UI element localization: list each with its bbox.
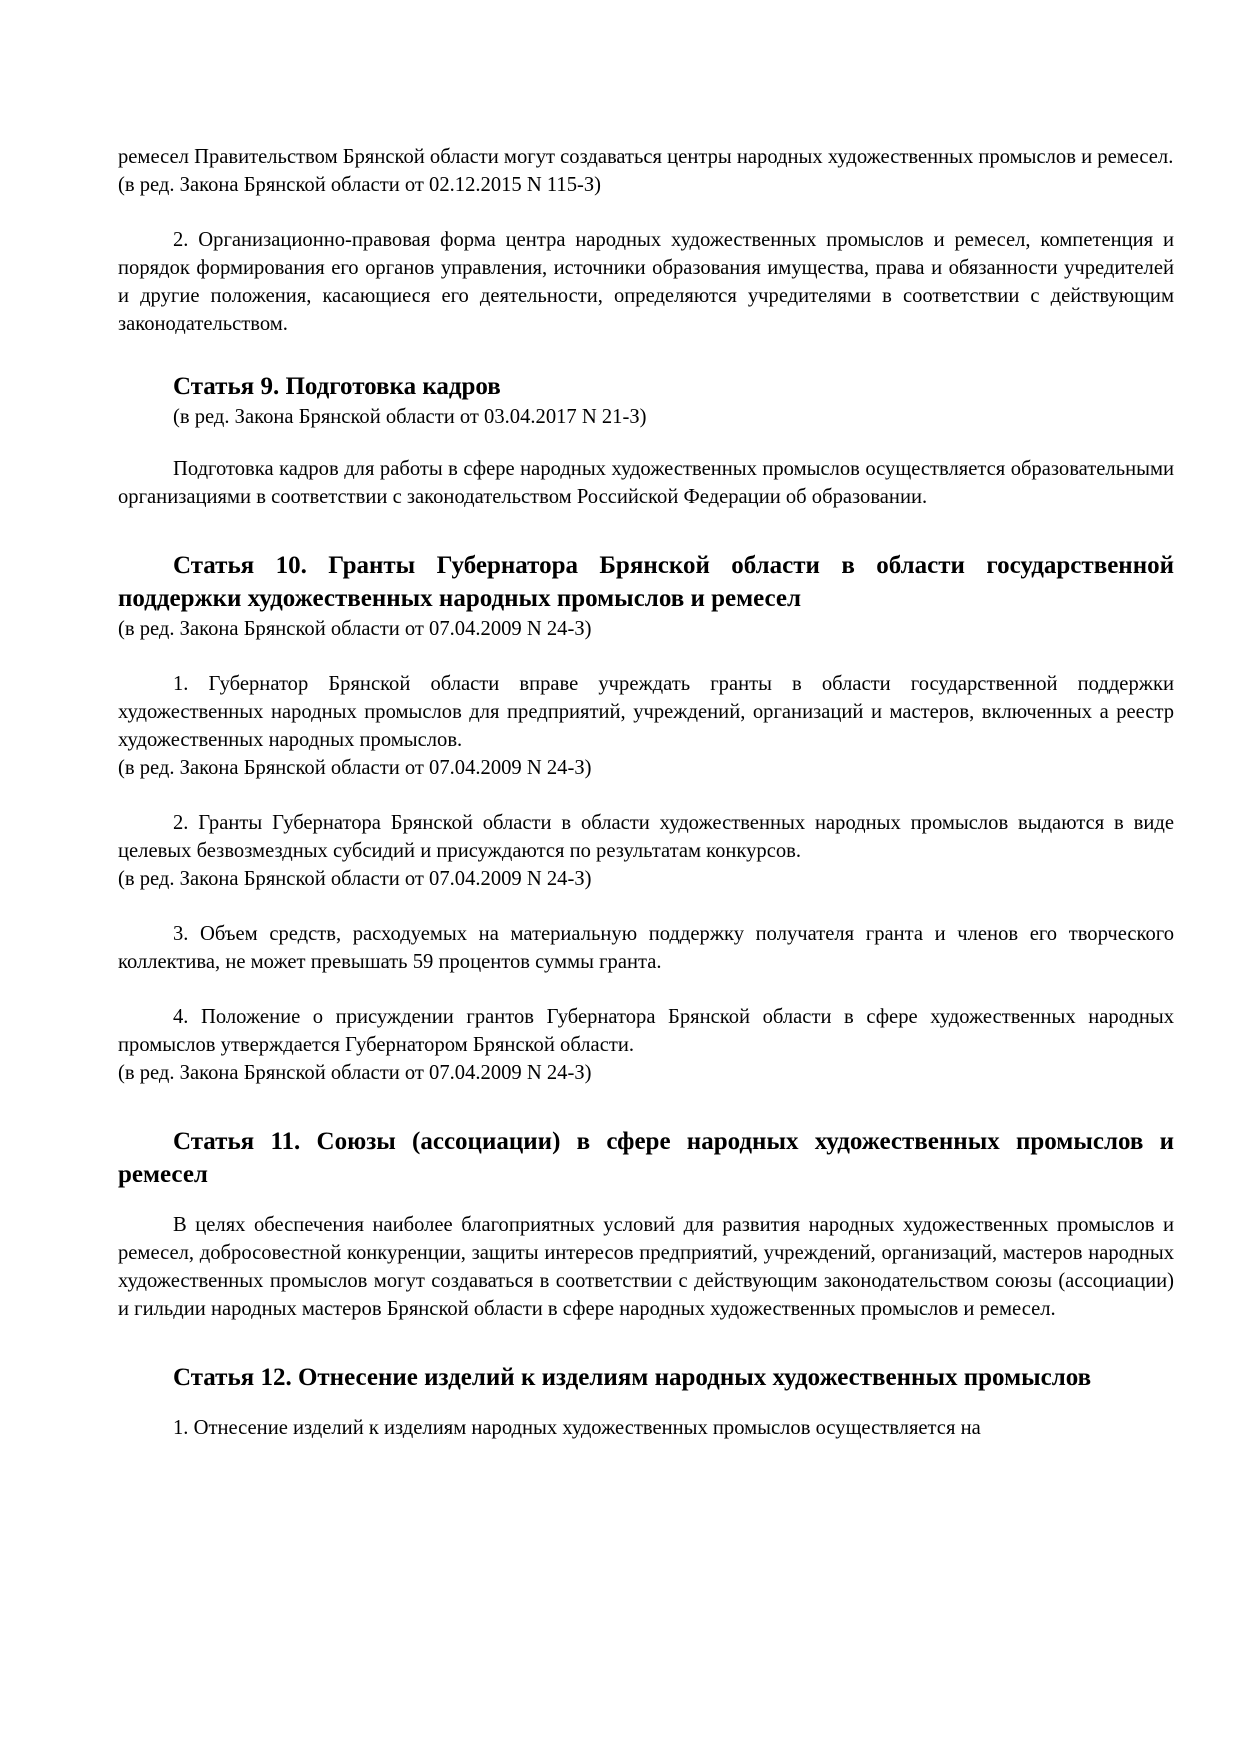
article-10-item-2: 2. Гранты Губернатора Брянской области в области художественных народных промыслов выдаются в виде целевых безвозмездных субсидий и присуждаются по результатам конкурсов. — [118, 812, 1174, 862]
paragraph-article-8-item-2: 2. Организационно-правовая форма центра народных художественных промыслов и ремесел, компетенция и порядок формирования его органов управления, источники образования имущества, права и обязанности учредителей и другие положения, касающиеся его деятельности, определяются учредителями в соответствии с действующим законодательством. — [118, 229, 1174, 335]
article-9-text: Подготовка кадров для работы в сфере народных художественных промыслов осуществляется образовательными организациями в соответствии с законодательством Российской Федерации об образовании. — [118, 458, 1174, 508]
paragraph-continuation: ремесел Правительством Брянской области могут создаваться центры народных художественных промыслов и ремесел. — [118, 146, 1174, 168]
article-11-heading: Статья 11. Союзы (ассоциации) в сфере народных художественных промыслов и ремесел — [118, 1128, 1174, 1188]
article-10-item-3: 3. Объем средств, расходуемых на материальную поддержку получателя гранта и членов его творческого коллектива, не может превышать 59 процентов суммы гранта. — [118, 923, 1174, 973]
article-12-item-1: 1. Отнесение изделий к изделиям народных художественных промыслов осуществляется на — [173, 1417, 981, 1439]
article-10-amendment-reference: (в ред. Закона Брянской области от 07.04.2009 N 24-З) — [118, 618, 592, 640]
article-10-item-4-reference: (в ред. Закона Брянской области от 07.04.2009 N 24-З) — [118, 1062, 592, 1084]
article-10-item-4: 4. Положение о присуждении грантов Губернатора Брянской области в сфере художественных народных промыслов утверждается Губернатором Брянской области. — [118, 1006, 1174, 1056]
article-12-heading: Статья 12. Отнесение изделий к изделиям народных художественных промыслов — [173, 1364, 1092, 1391]
article-10-item-1-reference: (в ред. Закона Брянской области от 07.04.2009 N 24-З) — [118, 757, 592, 779]
article-10-item-1: 1. Губернатор Брянской области вправе учреждать гранты в области государственной поддержки художественных народных промыслов для предприятий, учреждений, организаций и мастеров, включенных а реестр художественных народных промыслов. — [118, 673, 1174, 751]
article-9-amendment-reference: (в ред. Закона Брянской области от 03.04.2017 N 21-З) — [173, 406, 647, 428]
amendment-reference: (в ред. Закона Брянской области от 02.12.2015 N 115-З) — [118, 174, 602, 196]
article-10-item-2-reference: (в ред. Закона Брянской области от 07.04.2009 N 24-З) — [118, 868, 592, 890]
article-11-text: В целях обеспечения наиболее благоприятных условий для развития народных художественных промыслов и ремесел, добросовестной конкуренции, защиты интересов предприятий, учреждений, организаций, мастеров народных художественных промыслов могут создаваться в соответствии с действующим законодательством союзы (ассоциации) и гильдии народных мастеров Брянской области в сфере народных художественных промыслов и ремесел. — [118, 1214, 1174, 1320]
article-10-heading: Статья 10. Гранты Губернатора Брянской области в области государственной поддержки художественных народных промыслов и ремесел — [118, 552, 1174, 612]
document-page — [118, 143, 1174, 1442]
article-9-heading: Статья 9. Подготовка кадров — [173, 373, 501, 400]
